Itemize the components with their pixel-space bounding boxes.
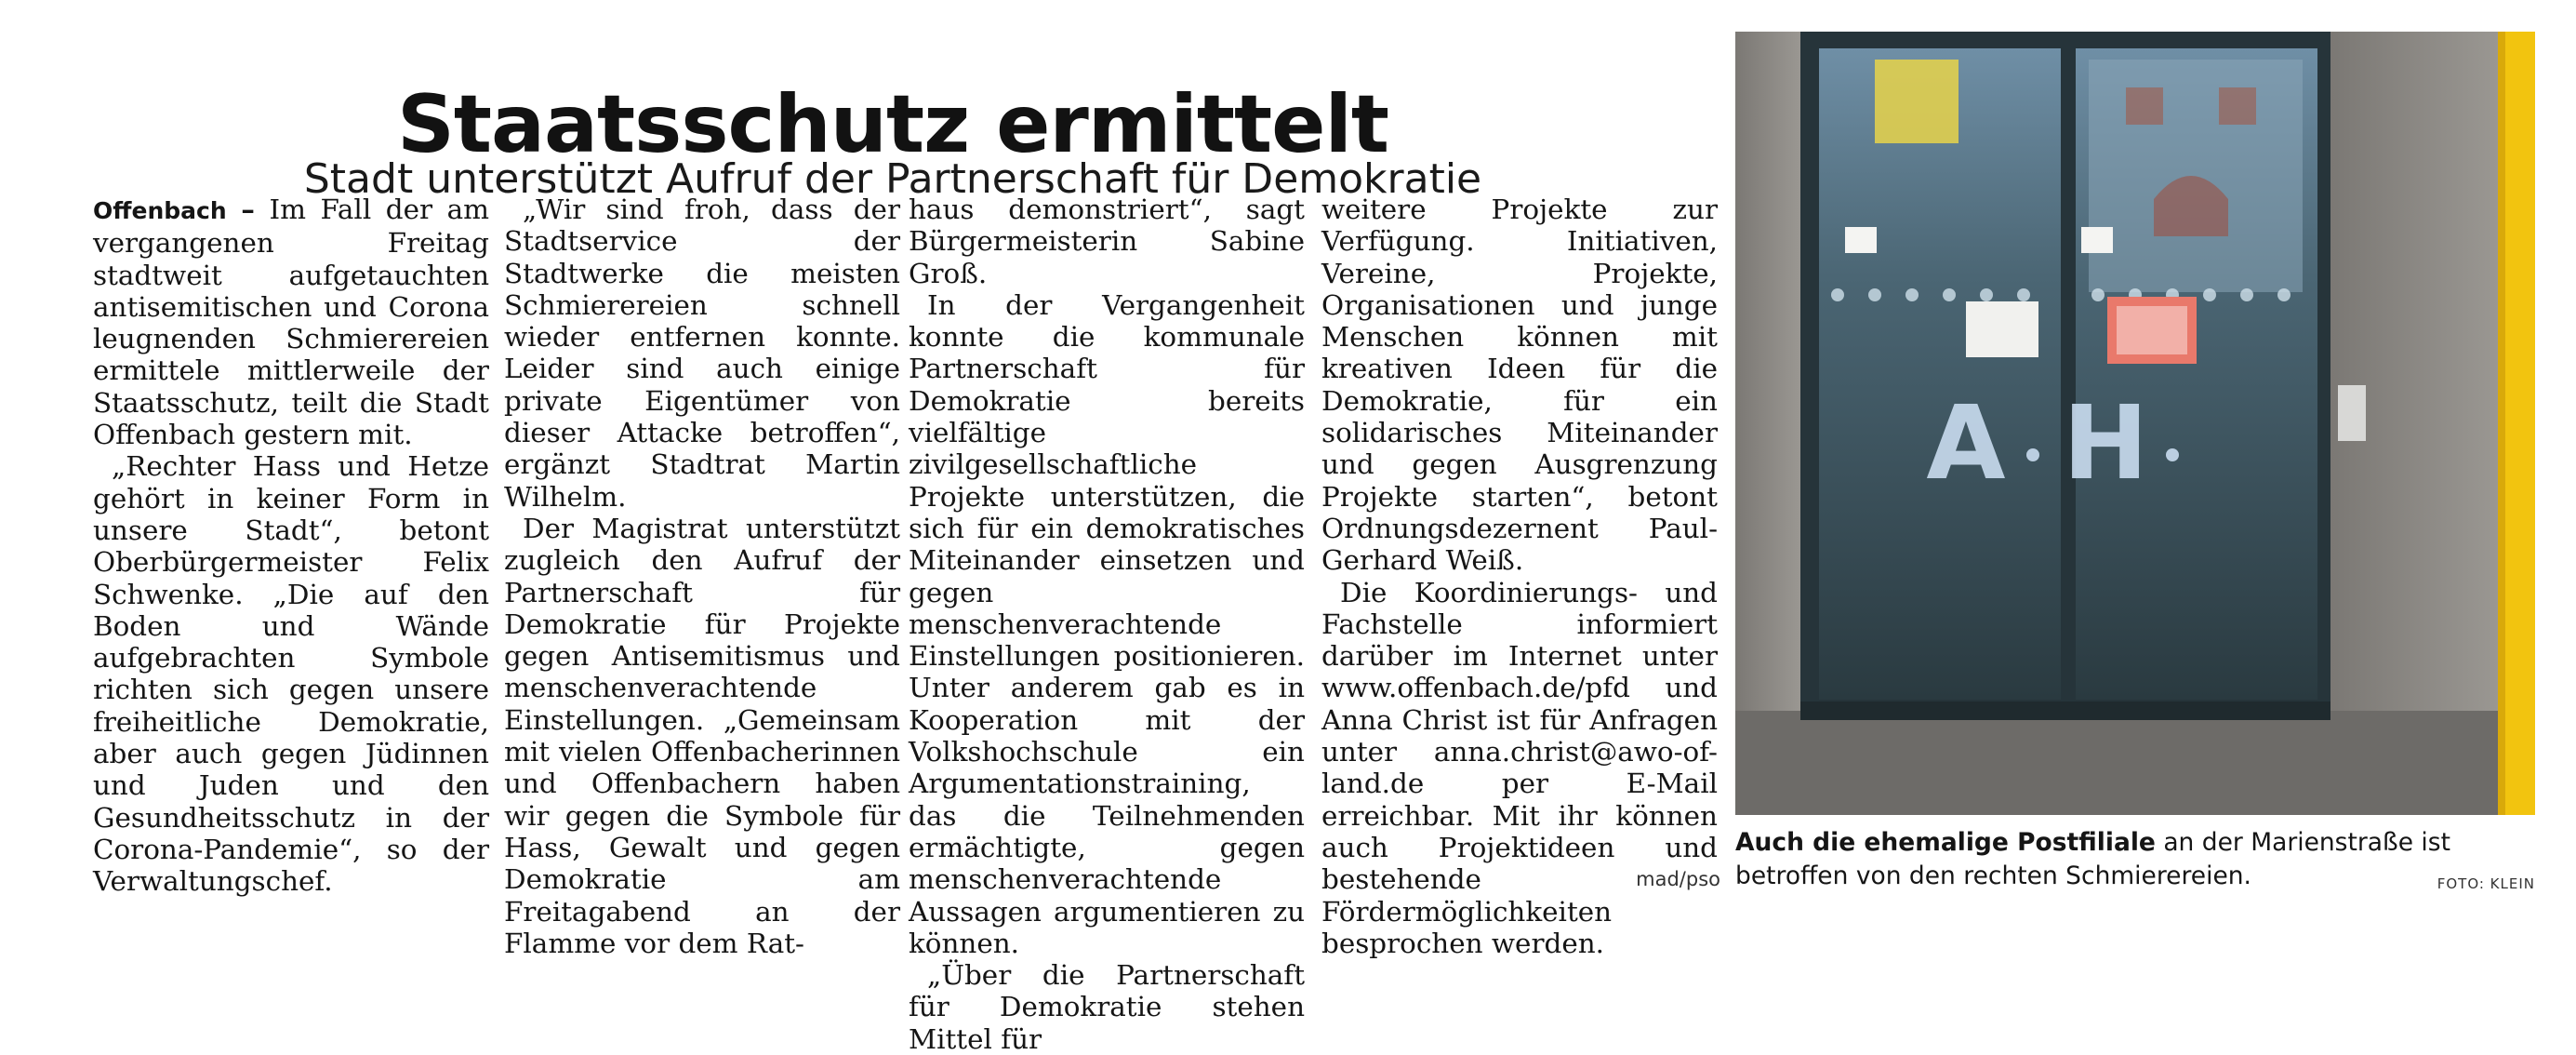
intercom-panel [2338, 385, 2366, 441]
door-threshold [1800, 701, 2330, 720]
article-column-4 [1321, 194, 1718, 959]
pavement [1735, 711, 2535, 815]
graffiti-dot [2166, 448, 2179, 461]
article-paragraph: „Rechter Hass und Hetze gehört in keiner Form in unsere Stadt“, betont Oberbürgermeister Felix Schwenke. „Die auf den Boden und Wände aufgebrachten Symbole richten sich gegen unsere freiheitliche Demokratie, aber auch gegen Jüdinnen und Juden und den Gesundheitsschutz in der Corona-Pandemie“, so der Verwaltungschef. [93, 450, 489, 898]
small-sticker [2081, 227, 2113, 253]
dateline: Offenbach [93, 197, 227, 224]
article-paragraph [93, 194, 489, 450]
glass-panel-left [1819, 48, 2061, 700]
paragraph-text: Im Fall der am vergangenen Freitag stadtweit aufgetauchten antisemitischen und Corona leugnenden Schmierereien ermittele mittlerweile der Staatsschutz, teilt die Stadt Offenbach gestern mit. [93, 194, 489, 451]
article-column-1 [93, 194, 489, 898]
article-paragraph: weitere Projekte zur Verfügung. Initiativen, Vereine, Projekte, Organisationen und junge Menschen können mit kreativen Ideen für die Demokratie, für ein solidarisches Miteinander und gegen Ausgrenzung Projekte starten“, betont Ordnungsdezernent Paul-Gerhard Weiß. [1321, 194, 1718, 577]
subheadline: Stadt unterstützt Aufruf der Partnerschaft für Demokratie [303, 154, 1482, 203]
dateline-dash: – [241, 193, 255, 225]
notice-paper-left [1966, 301, 2038, 357]
caption-lead: Auch die ehemalige Postfiliale [1735, 828, 2156, 857]
graffiti-letter-a: A [1926, 383, 2006, 502]
yellow-sign [1875, 60, 1959, 143]
small-sticker [1845, 227, 1877, 253]
graffiti-dot [2026, 448, 2039, 461]
article-paragraph: haus demonstriert“, sagt Bürgermeisterin Sabine Groß. [909, 194, 1305, 289]
headline: Staatsschutz ermittelt [396, 77, 1389, 171]
graffiti-letter-h: H [2062, 383, 2149, 502]
article-paragraph: Die Koordinierungs- und Fachstelle informiert darüber im Internet unter www.offenbach.de/pfd und Anna Christ ist für Anfragen unter anna.christ@awo-of-land.de per E-Mail erreichbar. Mit ihr können auch Projektideen und bestehende Fördermöglichkeiten besprochen werden. [1321, 576, 1718, 959]
article-paragraph: „Wir sind froh, dass der Stadtservice der Stadtwerke die meisten Schmierereien schnell wieder entfernen konnte. Leider sind auch einige private Eigentümer von dieser Attacke betroffen“, ergänzt Stadtrat Martin Wilhelm. [504, 194, 900, 513]
photo-credit: FOTO: KLEIN [2437, 875, 2535, 892]
article-paragraph: „Über die Partnerschaft für Demokratie stehen Mittel für [909, 959, 1305, 1055]
reflected-building [2089, 60, 2303, 292]
article-column-2 [504, 194, 900, 959]
article-paragraph: In der Vergangenheit konnte die kommunale Partnerschaft für Demokratie bereits vielfältige zivilgesellschaftliche Projekte unterstützen, die sich für ein demokratisches Miteinander einsetzen und gegen menschenverachtende Einstellungen positionieren. Unter anderem gab es in Kooperation mit der Volkshochschule ein Argumentationstraining, das die Teilnehmenden ermächtigte, gegen menschenverachtende Aussagen argumentieren zu können. [909, 288, 1305, 959]
article-column-3 [909, 194, 1305, 1055]
article-photo [1735, 32, 2535, 815]
caption-text: an der Marienstraße ist betroffen von den rechten Schmierereien. [1735, 828, 2450, 890]
photo-illustration [1735, 32, 2535, 815]
article-paragraph: Der Magistrat unterstützt zugleich den Aufruf der Partnerschaft für Demokratie für Projekte gegen Antisemitismus und menschenverachtende Einstellungen. „Gemeinsam mit vielen Offenbacherinnen und Offenbachern haben wir gegen die Symbole für Hass, Gewalt und gegen Demokratie am Freitagabend an der Flamme vor dem Rat- [504, 512, 900, 959]
byline: mad/pso [1636, 868, 1720, 890]
wall-left [1735, 32, 1800, 815]
